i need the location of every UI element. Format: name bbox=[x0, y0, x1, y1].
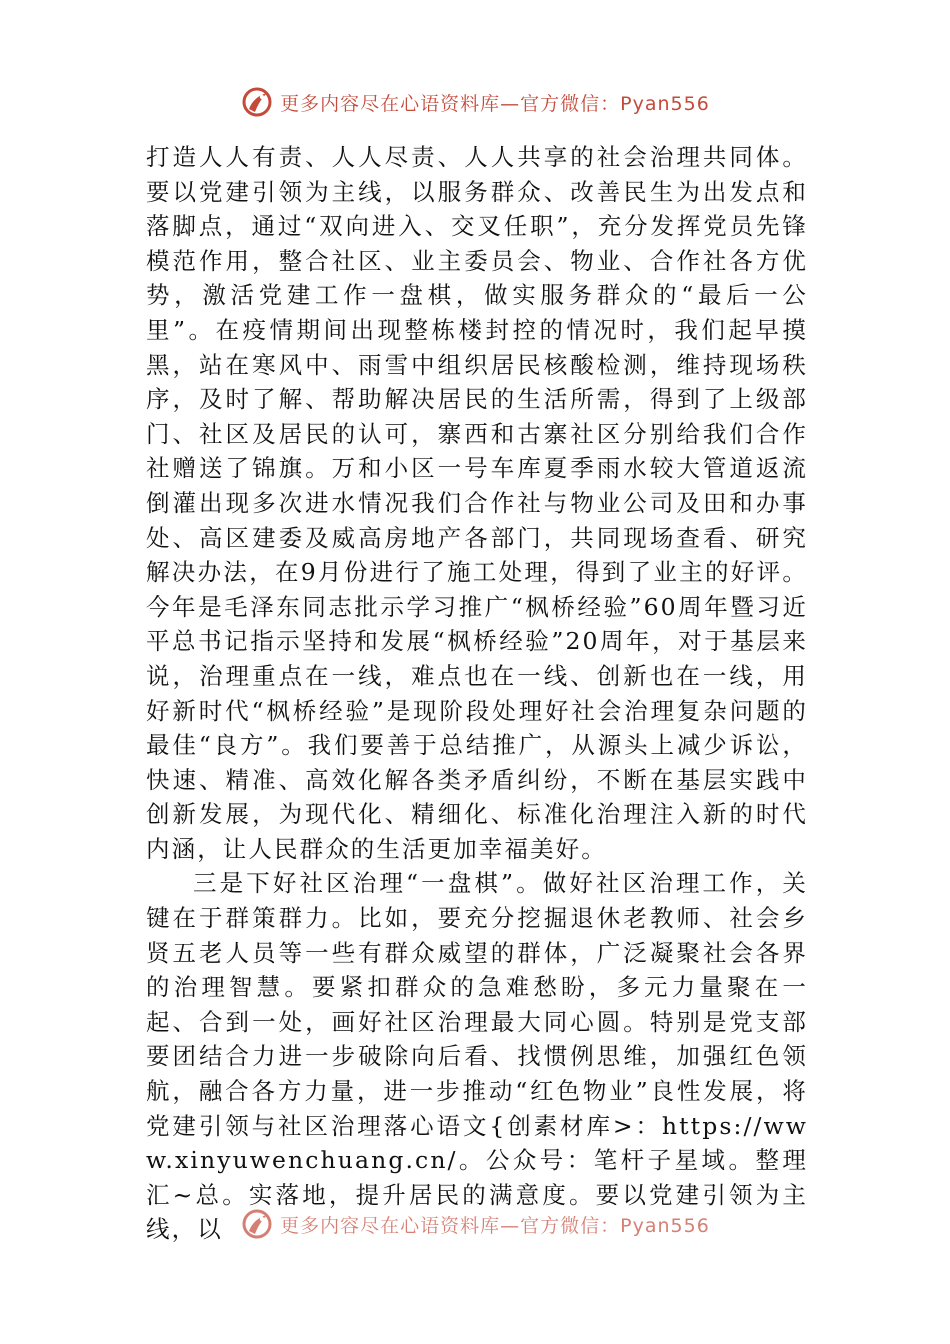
ink-brush-logo-icon bbox=[240, 85, 274, 119]
watermark-text: 更多内容尽在心语资料库—官方微信：Pyan556 bbox=[280, 92, 710, 115]
paragraph-community-governance: 三是下好社区治理“一盘棋”。做好社区治理工作，关键在于群策群力。比如，要充分挖掘退休老教师、社会乡贤五老人员等一些有群众威望的群体，广泛凝聚社会各界的治理智慧。要紧扣群众的急难愁盼，多元力量聚在一起、合到一处，画好社区治理最大同心圆。特别是党支部要团结合力进一步破除向后看、找惯例思维，加强红色领航，融合各方力量，进一步推动“红色物业”良性发展，将党建引领与社区治理落心语文{创素材库>：https://www.xinyuwenchuang.cn/。公众号：笔杆子星域。整理汇~总。实落地，提升居民的满意度。要以党建引领为主线，以 bbox=[146, 869, 808, 1244]
watermark-text: 更多内容尽在心语资料库—官方微信：Pyan556 bbox=[280, 1214, 710, 1237]
paragraph-continued: 打造人人有责、人人尽责、人人共享的社会治理共同体。要以党建引领为主线，以服务群众、改善民生为出发点和落脚点，通过“双向进入、交叉任职”，充分发挥党员先锋模范作用，整合社区、业主委员会、物业、合作社各方优势，激活党建工作一盘棋，做实服务群众的“最后一公里”。在疫情期间出现整栋楼封控的情况时，我们起早摸黑，站在寒风中、雨雪中组织居民核酸检测，维持现场秩序，及时了解、帮助解决居民的生活所需，得到了上级部门、社区及居民的认可，寨西和古寨社区分别给我们合作社赠送了锦旗。万和小区一号车库夏季雨水较大管道返流倒灌出现多次进水情况我们合作社与物业公司及田和办事处、高区建委及威高房地产各部门，共同现场查看、研究解决办法，在9月份进行了施工处理，得到了业主的好评。今年是毛泽东同志批示学习推广“枫桥经验”60周年暨习近平总书记指示坚持和发展“枫桥经验”20周年，对于基层来说，治理重点在一线，难点也在一线、创新也在一线，用好新时代“枫桥经验”是现阶段处理好社会治理复杂问题的最佳“良方”。我们要善于总结推广，从源头上减少诉讼，快速、精准、高效化解各类矛盾纠纷，不断在基层实践中创新发展，为现代化、精细化、标准化治理注入新的时代内涵，让人民群众的生活更加幸福美好。 bbox=[146, 143, 808, 863]
document-body bbox=[146, 140, 808, 1247]
ink-brush-logo-icon bbox=[240, 1207, 274, 1241]
footer-watermark bbox=[0, 1204, 950, 1244]
header-watermark bbox=[0, 82, 950, 122]
